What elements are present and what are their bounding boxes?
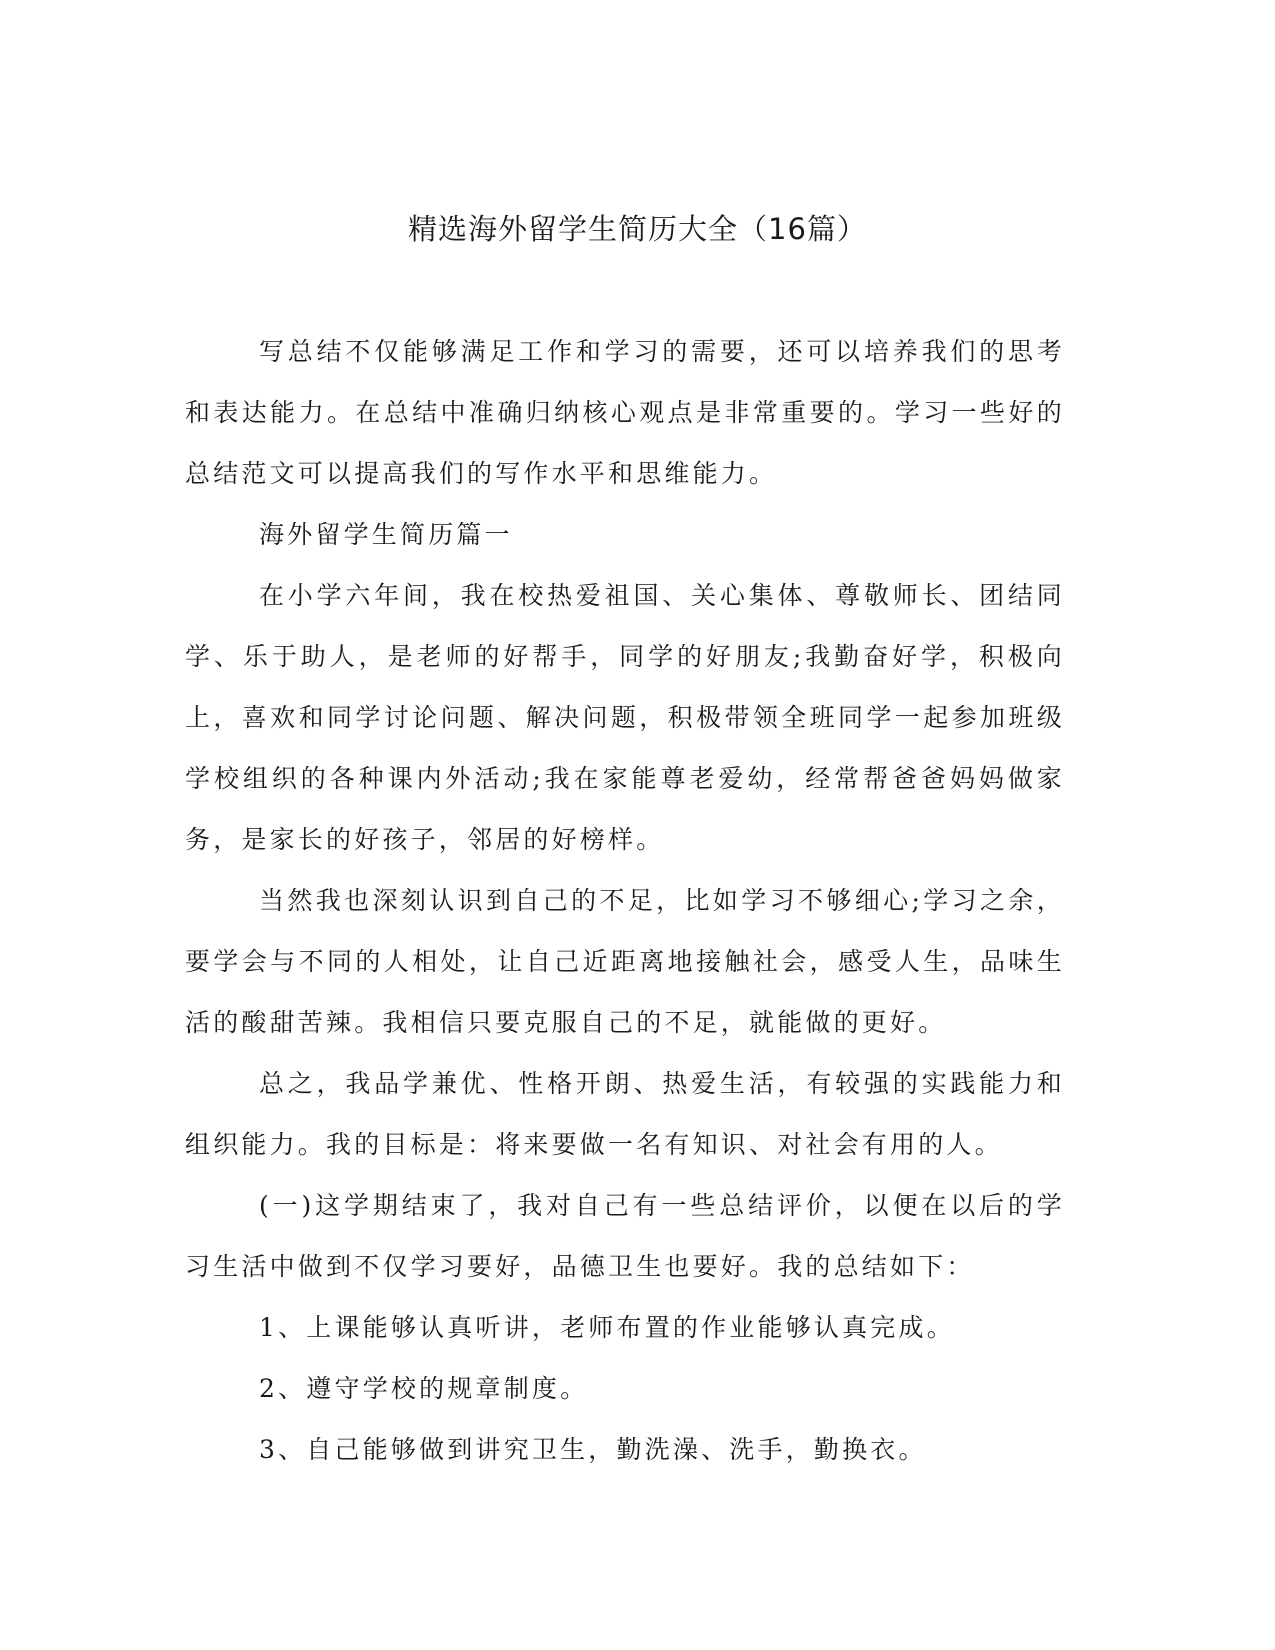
body-paragraph: 当然我也深刻认识到自己的不足，比如学习不够细心;学习之余，要学会与不同的人相处，让自己近距离地接触社会，感受人生，品味生活的酸甜苦辣。我相信只要克服自己的不足，就能做的更好。 <box>185 886 1065 1037</box>
body-paragraph: 总之，我品学兼优、性格开朗、热爱生活，有较强的实践能力和组织能力。我的目标是：将来要做一名有知识、对社会有用的人。 <box>185 1069 1065 1159</box>
intro-paragraph: 写总结不仅能够满足工作和学习的需要，还可以培养我们的思考和表达能力。在总结中准确归纳核心观点是非常重要的。学习一些好的总结范文可以提高我们的写作水平和思维能力。 <box>185 337 1065 488</box>
body-paragraph: (一)这学期结束了，我对自己有一些总结评价，以便在以后的学习生活中做到不仅学习要好，品德卫生也要好。我的总结如下： <box>185 1191 1065 1281</box>
section-heading: 海外留学生简历篇一 <box>259 520 513 549</box>
body-paragraph: 在小学六年间，我在校热爱祖国、关心集体、尊敬师长、团结同学、乐于助人，是老师的好帮手，同学的好朋友;我勤奋好学，积极向上，喜欢和同学讨论问题、解决问题，积极带领全班同学一起参加班级学校组织的各种课内外活动;我在家能尊老爱幼，经常帮爸爸妈妈做家务，是家长的好孩子，邻居的好榜样。 <box>185 581 1065 854</box>
document-title: 精选海外留学生简历大全（16篇） <box>408 212 867 246</box>
document-body <box>185 321 1065 1480</box>
list-item: 3、自己能够做到讲究卫生，勤洗澡、洗手，勤换衣。 <box>259 1435 927 1464</box>
list-item: 1、上课能够认真听讲，老师布置的作业能够认真完成。 <box>259 1313 955 1342</box>
list-item: 2、遵守学校的规章制度。 <box>259 1374 589 1403</box>
